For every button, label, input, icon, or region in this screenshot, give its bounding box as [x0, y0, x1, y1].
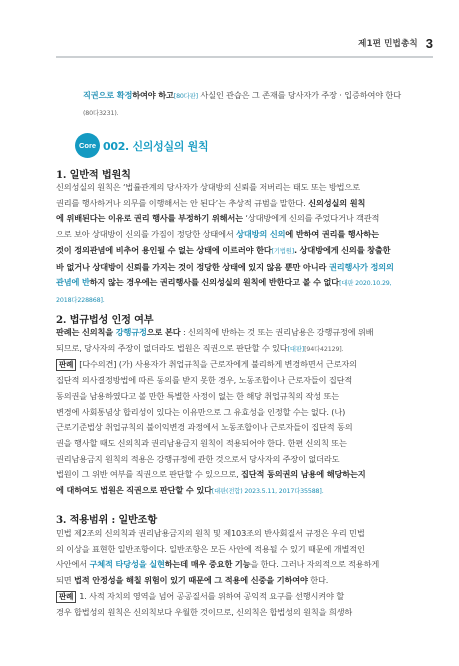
case-line: 판례 [다수의견] (가) 사용자가 취업규칙을 근로자에게 불리하게 변경하면서 근로자의	[56, 357, 428, 373]
case-line: 법원이 그 위반 여부를 직권으로 판단할 수 있으므로, 집단적 동의권의 남용에 해당하는지	[56, 469, 366, 480]
case-line: 경우 합법성의 원칙은 신의칙보다 우월한 것이므로, 신의칙은 합법성의 원칙을 희생하	[56, 606, 353, 617]
text-line: 사안에서 구체적 타당성을 실현하는데 매우 중요한 기능을 한다. 그러나 자의적으로 적용하게	[56, 559, 380, 570]
section-title: 002. 신의성실의 원칙	[103, 140, 209, 153]
case-label: 판례	[56, 591, 76, 603]
text-line: 2018다228868].	[56, 296, 105, 304]
text-line: 관념에 반하지 않는 경우에는 권리행사를 신의성실의 원칙에 반한다고 볼 수 없다[대판 2020.10.29,	[56, 277, 392, 288]
text-line: 신의성실의 원칙은 ‘법률관계의 당사자가 상대방의 신뢰를 저버리는 태도 또는 방법으로	[56, 182, 360, 192]
core-badge: Core	[75, 133, 100, 158]
section-2-body	[56, 325, 428, 500]
text-line: 의 이상을 표현한 일반조항이다. 일반조항은 모든 사안에 적용될 수 있기 때문에 개별적인	[56, 543, 365, 554]
subsection-heading: 1. 일반적 법원칙	[56, 169, 131, 181]
text-line: 것이 정의관념에 비추어 용인될 수 없는 상태에 이르러야 한다[기법원]. 상대방에게 신의를 창출한	[56, 244, 391, 255]
text-line: 권리를 행사하거나 의무를 이행해서는 안 된다’는 추상적 규범을 말한다. 신의성실의 원칙	[56, 197, 366, 208]
case-line: 집단적 의사결정방법에 따른 동의를 받지 못한 경우, 노동조합이나 근로자들이 집단적	[56, 375, 353, 386]
text-line: 으로 보아 상대방이 신의를 가짐이 정당한 상태에서 상대방의 신의에 반하여 권리를 행사하는	[56, 229, 379, 240]
chapter-title: 제1편 민법총칙	[358, 39, 418, 49]
page-number: 3	[425, 35, 433, 51]
case-line: 권리남용금지 원칙의 적용은 강행규정에 관한 것으로서 당사자의 주장이 없더라도	[56, 453, 340, 464]
text-line: 되면 법적 안정성을 해칠 위험이 있기 때문에 그 적용에 신중을 기하여야 한다.	[56, 575, 329, 586]
case-line: 동의권을 남용하였다고 볼 만한 특별한 사정이 없는 한 해당 취업규칙의 작성 또는	[56, 390, 340, 401]
subsection-heading: 2. 법규법성 인정 여부	[56, 314, 154, 326]
section-1-body	[56, 180, 428, 309]
subsection-heading: 3. 적용범위 : 일반조항	[56, 514, 157, 526]
section-3-body	[56, 526, 428, 620]
header-divider	[56, 56, 433, 58]
case-line: 근로기준법상 취업규칙의 불이익변경 과정에서 노동조합이나 근로자들이 집단적 동의	[56, 422, 353, 433]
case-line: 변경에 사회통념상 합리성이 있다는 이유만으로 그 유효성을 인정할 수는 없다. (나)	[56, 406, 346, 417]
intro-line: (80다3231).	[83, 109, 119, 117]
text-line: 판례는 신의칙을 강행규정으로 본다 : 신의칙에 반하는 것 또는 권리남용은 강행규정에 위배	[56, 327, 374, 337]
case-line: 판례 1. 사적 자치의 영역을 넘어 공공질서를 위하여 공익적 요구를 선행시켜야 할	[56, 589, 428, 605]
case-label: 판례	[56, 359, 76, 371]
intro-line: 직권으로 확정하여야 하고[80다판] 사실인 관습은 그 존재를 당사자가 주장 · 입증하여야 한다	[83, 90, 401, 100]
case-line: 에 대하여도 법원은 직권으로 판단할 수 있다[대판(전합) 2023.5.11, 2017다35588].	[56, 485, 324, 496]
text-line: 민법 제2조의 신의칙과 권리남용금지의 원칙 및 제103조의 반사회질서 규정은 우리 민법	[56, 528, 365, 538]
intro-paragraph	[56, 88, 428, 121]
text-line: 에 위배된다는 이유로 권리 행사를 부정하기 위해서는 ‘상대방에게 신의를 주었다거나 객관적	[56, 213, 380, 224]
text-line: 되므로, 당사자의 주장이 없더라도 법원은 직권으로 판단할 수 있다[대판][94다42129].	[56, 342, 344, 353]
text-line: 바 없거나 상대방이 신뢰를 가지는 것이 정당한 상태에 있지 않음 뿐만 아니라 권리행사가 정의의	[56, 261, 394, 272]
case-line: 권을 행사할 때도 신의칙과 권리남용금지 원칙이 적용되어야 한다. 한편 신의칙 또는	[56, 437, 347, 448]
